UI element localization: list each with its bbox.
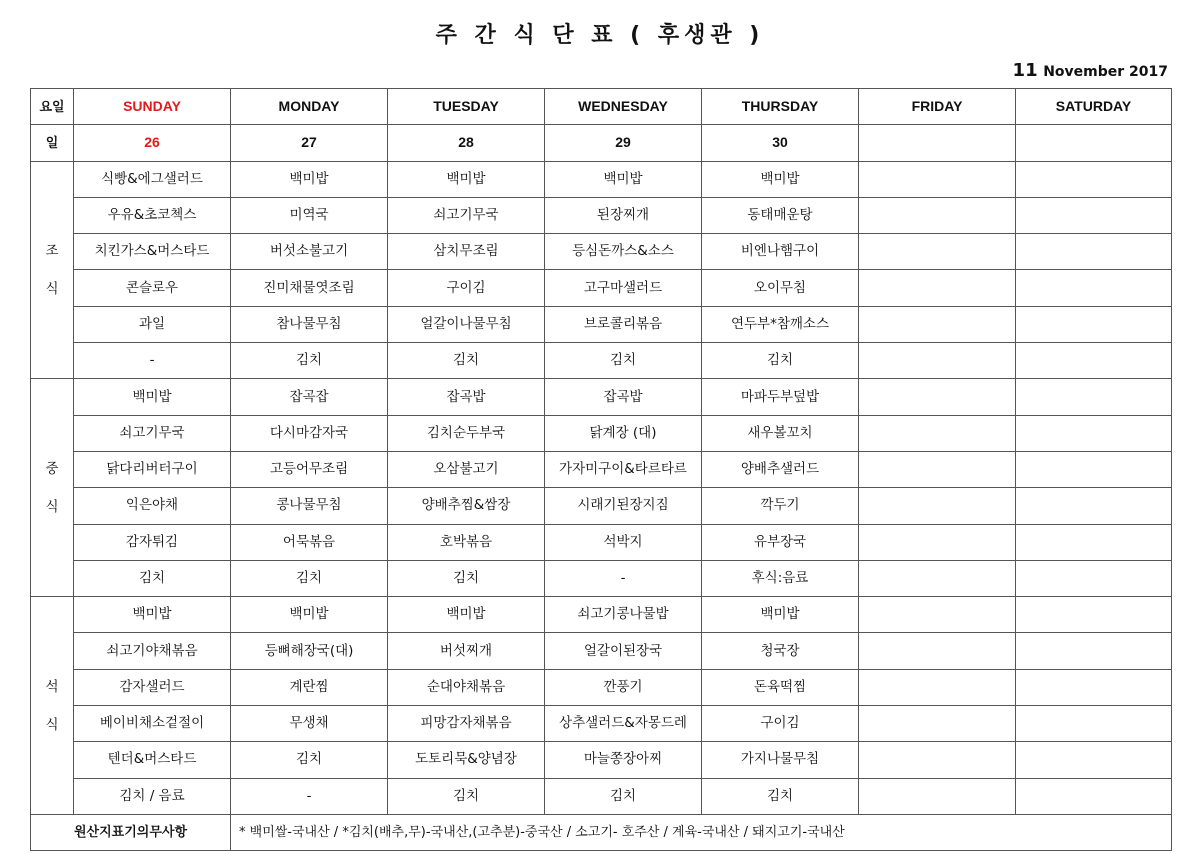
menu-cell: 고등어무조림 xyxy=(231,451,388,487)
menu-cell: 김치 xyxy=(231,343,388,379)
lunch-label xyxy=(31,379,74,597)
menu-cell xyxy=(1016,451,1172,487)
menu-cell: 순대야채볶음 xyxy=(388,669,545,705)
menu-cell xyxy=(1016,560,1172,596)
menu-cell: 백미밥 xyxy=(388,161,545,197)
menu-cell: 백미밥 xyxy=(545,161,702,197)
menu-cell xyxy=(859,306,1016,342)
menu-cell xyxy=(859,415,1016,451)
menu-cell xyxy=(1016,379,1172,415)
menu-cell: 미역국 xyxy=(231,197,388,233)
menu-cell: 참나물무침 xyxy=(231,306,388,342)
dinner-row xyxy=(31,778,1172,814)
menu-cell: 청국장 xyxy=(702,633,859,669)
menu-cell xyxy=(1016,415,1172,451)
menu-cell xyxy=(1016,306,1172,342)
menu-cell: 김치 xyxy=(231,742,388,778)
dinner-row xyxy=(31,597,1172,633)
meal-label-char: 식 xyxy=(45,716,59,733)
menu-cell: 호박볶음 xyxy=(388,524,545,560)
menu-cell xyxy=(859,706,1016,742)
breakfast-label xyxy=(31,161,74,379)
menu-cell: 가자미구이&타르타르 xyxy=(545,451,702,487)
menu-cell: 등심돈까스&소스 xyxy=(545,234,702,270)
menu-cell xyxy=(1016,524,1172,560)
menu-cell: 김치 xyxy=(545,343,702,379)
day-name-monday: MONDAY xyxy=(231,89,388,125)
menu-cell: 시래기된장지짐 xyxy=(545,488,702,524)
menu-cell xyxy=(859,524,1016,560)
weekday-header-label: 요일 xyxy=(31,89,74,125)
date-monday: 27 xyxy=(231,125,388,161)
menu-cell: 백미밥 xyxy=(231,597,388,633)
menu-cell: 백미밥 xyxy=(74,597,231,633)
menu-cell: 삼치무조림 xyxy=(388,234,545,270)
menu-cell xyxy=(1016,270,1172,306)
breakfast-row xyxy=(31,270,1172,306)
origin-text: * 백미쌀-국내산 / *김치(배추,무)-국내산,(고추분)-중국산 / 소고기- 호주산 / 계육-국내산 / 돼지고기-국내산 xyxy=(231,814,1172,850)
menu-cell: 치킨가스&머스타드 xyxy=(74,234,231,270)
dinner-row xyxy=(31,706,1172,742)
menu-cell xyxy=(859,488,1016,524)
menu-cell: 피망감자채볶음 xyxy=(388,706,545,742)
dinner-label xyxy=(31,597,74,815)
menu-cell: 브로콜리볶음 xyxy=(545,306,702,342)
menu-cell: - xyxy=(545,560,702,596)
menu-cell xyxy=(1016,669,1172,705)
menu-cell: 새우볼꼬치 xyxy=(702,415,859,451)
menu-cell: 과일 xyxy=(74,306,231,342)
menu-cell xyxy=(1016,161,1172,197)
date-day: 11 xyxy=(1012,60,1038,81)
menu-cell xyxy=(1016,706,1172,742)
menu-cell xyxy=(1016,633,1172,669)
menu-cell: 텐더&머스타드 xyxy=(74,742,231,778)
menu-cell xyxy=(859,379,1016,415)
menu-cell xyxy=(859,633,1016,669)
weekly-menu-table xyxy=(30,88,1172,851)
menu-cell: 구이김 xyxy=(702,706,859,742)
menu-cell: 후식:음료 xyxy=(702,560,859,596)
menu-cell: 콘슬로우 xyxy=(74,270,231,306)
date-month-year: November 2017 xyxy=(1043,64,1168,80)
menu-cell xyxy=(859,669,1016,705)
menu-cell: 잡곡잡 xyxy=(231,379,388,415)
menu-cell: 우유&초코첵스 xyxy=(74,197,231,233)
breakfast-row xyxy=(31,161,1172,197)
menu-cell xyxy=(1016,778,1172,814)
page-title: 주 간 식 단 표 ( 후생관 ) xyxy=(435,23,765,48)
menu-cell: 김치 xyxy=(388,778,545,814)
lunch-row xyxy=(31,524,1172,560)
date-friday xyxy=(859,125,1016,161)
menu-cell: 김치 xyxy=(702,343,859,379)
menu-cell: 동태매운탕 xyxy=(702,197,859,233)
menu-cell: 가지나물무침 xyxy=(702,742,859,778)
menu-cell: 쇠고기무국 xyxy=(74,415,231,451)
day-name-wednesday: WEDNESDAY xyxy=(545,89,702,125)
menu-cell: 다시마감자국 xyxy=(231,415,388,451)
menu-cell: 양배추샐러드 xyxy=(702,451,859,487)
meal-label-char: 조 xyxy=(45,242,59,259)
menu-cell: 버섯소불고기 xyxy=(231,234,388,270)
date-thursday: 30 xyxy=(702,125,859,161)
menu-cell: 감자샐러드 xyxy=(74,669,231,705)
menu-date xyxy=(1013,60,1168,81)
menu-cell: 백미밥 xyxy=(702,597,859,633)
menu-cell: 무생채 xyxy=(231,706,388,742)
breakfast-row xyxy=(31,306,1172,342)
menu-cell: 등뼈해장국(대) xyxy=(231,633,388,669)
menu-cell: 구이김 xyxy=(388,270,545,306)
menu-cell: 감자튀김 xyxy=(74,524,231,560)
menu-cell: 백미밥 xyxy=(388,597,545,633)
menu-cell: 김치 xyxy=(388,343,545,379)
meal-rows xyxy=(31,161,1172,814)
meal-label-char: 식 xyxy=(45,498,59,515)
menu-cell: 김치 xyxy=(231,560,388,596)
menu-cell: 김치 xyxy=(545,778,702,814)
origin-label: 원산지표기의무사항 xyxy=(31,814,231,850)
menu-cell: 잡곡밥 xyxy=(545,379,702,415)
menu-cell: 닭다리버터구이 xyxy=(74,451,231,487)
menu-cell: 익은야채 xyxy=(74,488,231,524)
menu-cell xyxy=(1016,197,1172,233)
menu-cell: 오삼불고기 xyxy=(388,451,545,487)
menu-cell: 깍두기 xyxy=(702,488,859,524)
menu-cell xyxy=(859,161,1016,197)
menu-cell: 유부장국 xyxy=(702,524,859,560)
menu-cell xyxy=(859,597,1016,633)
breakfast-row xyxy=(31,234,1172,270)
date-tuesday: 28 xyxy=(388,125,545,161)
lunch-row xyxy=(31,451,1172,487)
dinner-row xyxy=(31,633,1172,669)
menu-cell xyxy=(1016,488,1172,524)
menu-cell xyxy=(1016,234,1172,270)
dinner-row xyxy=(31,669,1172,705)
date-saturday xyxy=(1016,125,1172,161)
menu-cell xyxy=(859,197,1016,233)
menu-cell: 돈육떡찜 xyxy=(702,669,859,705)
menu-cell xyxy=(859,560,1016,596)
menu-cell: 어묵볶음 xyxy=(231,524,388,560)
menu-cell: 얼갈이나물무침 xyxy=(388,306,545,342)
menu-cell: 김치 xyxy=(74,560,231,596)
date-header-label: 일 xyxy=(31,125,74,161)
menu-cell xyxy=(1016,343,1172,379)
day-name-tuesday: TUESDAY xyxy=(388,89,545,125)
menu-cell: 백미밥 xyxy=(74,379,231,415)
menu-cell: 얼갈이된장국 xyxy=(545,633,702,669)
breakfast-row xyxy=(31,197,1172,233)
weekday-row xyxy=(31,89,1172,125)
menu-cell: 닭계장 (대) xyxy=(545,415,702,451)
menu-cell: 마늘쫑장아찌 xyxy=(545,742,702,778)
menu-cell: 백미밥 xyxy=(702,161,859,197)
menu-cell xyxy=(1016,742,1172,778)
lunch-row xyxy=(31,488,1172,524)
menu-cell: 계란찜 xyxy=(231,669,388,705)
breakfast-row xyxy=(31,343,1172,379)
menu-cell: 연두부*참깨소스 xyxy=(702,306,859,342)
menu-cell: 양배추찜&쌈장 xyxy=(388,488,545,524)
menu-cell xyxy=(859,270,1016,306)
menu-cell: 깐풍기 xyxy=(545,669,702,705)
menu-cell: - xyxy=(74,343,231,379)
menu-cell xyxy=(859,742,1016,778)
date-sunday: 26 xyxy=(74,125,231,161)
menu-cell xyxy=(859,778,1016,814)
lunch-row xyxy=(31,379,1172,415)
lunch-row xyxy=(31,560,1172,596)
menu-cell: 석박지 xyxy=(545,524,702,560)
menu-cell: 마파두부덮밥 xyxy=(702,379,859,415)
menu-cell: 식빵&에그샐러드 xyxy=(74,161,231,197)
menu-cell: 쇠고기콩나물밥 xyxy=(545,597,702,633)
menu-cell: 버섯찌개 xyxy=(388,633,545,669)
menu-cell: 김치순두부국 xyxy=(388,415,545,451)
menu-cell: 비엔나햄구이 xyxy=(702,234,859,270)
menu-cell xyxy=(859,343,1016,379)
day-name-friday: FRIDAY xyxy=(859,89,1016,125)
lunch-row xyxy=(31,415,1172,451)
menu-cell: 진미채물엿조림 xyxy=(231,270,388,306)
menu-cell: 김치 xyxy=(388,560,545,596)
menu-cell: 쇠고기무국 xyxy=(388,197,545,233)
date-wednesday: 29 xyxy=(545,125,702,161)
menu-cell: 잡곡밥 xyxy=(388,379,545,415)
menu-cell: 베이비채소겉절이 xyxy=(74,706,231,742)
menu-cell: - xyxy=(231,778,388,814)
menu-cell xyxy=(859,234,1016,270)
menu-cell: 김치 xyxy=(702,778,859,814)
day-name-saturday: SATURDAY xyxy=(1016,89,1172,125)
menu-cell: 고구마샐러드 xyxy=(545,270,702,306)
meal-label-char: 식 xyxy=(45,280,59,297)
menu-cell: 백미밥 xyxy=(231,161,388,197)
date-row xyxy=(31,125,1172,161)
dinner-row xyxy=(31,742,1172,778)
menu-cell: 김치 / 음료 xyxy=(74,778,231,814)
day-name-sunday: SUNDAY xyxy=(74,89,231,125)
menu-cell: 도토리묵&양념장 xyxy=(388,742,545,778)
menu-cell: 된장찌개 xyxy=(545,197,702,233)
day-name-thursday: THURSDAY xyxy=(702,89,859,125)
menu-cell xyxy=(1016,597,1172,633)
origin-row xyxy=(31,814,1172,850)
meal-label-char: 중 xyxy=(45,460,59,477)
menu-cell: 쇠고기야채볶음 xyxy=(74,633,231,669)
menu-cell xyxy=(859,451,1016,487)
menu-cell: 상추샐러드&자몽드레 xyxy=(545,706,702,742)
menu-cell: 콩나물무침 xyxy=(231,488,388,524)
menu-cell: 오이무침 xyxy=(702,270,859,306)
meal-label-char: 석 xyxy=(45,678,59,695)
